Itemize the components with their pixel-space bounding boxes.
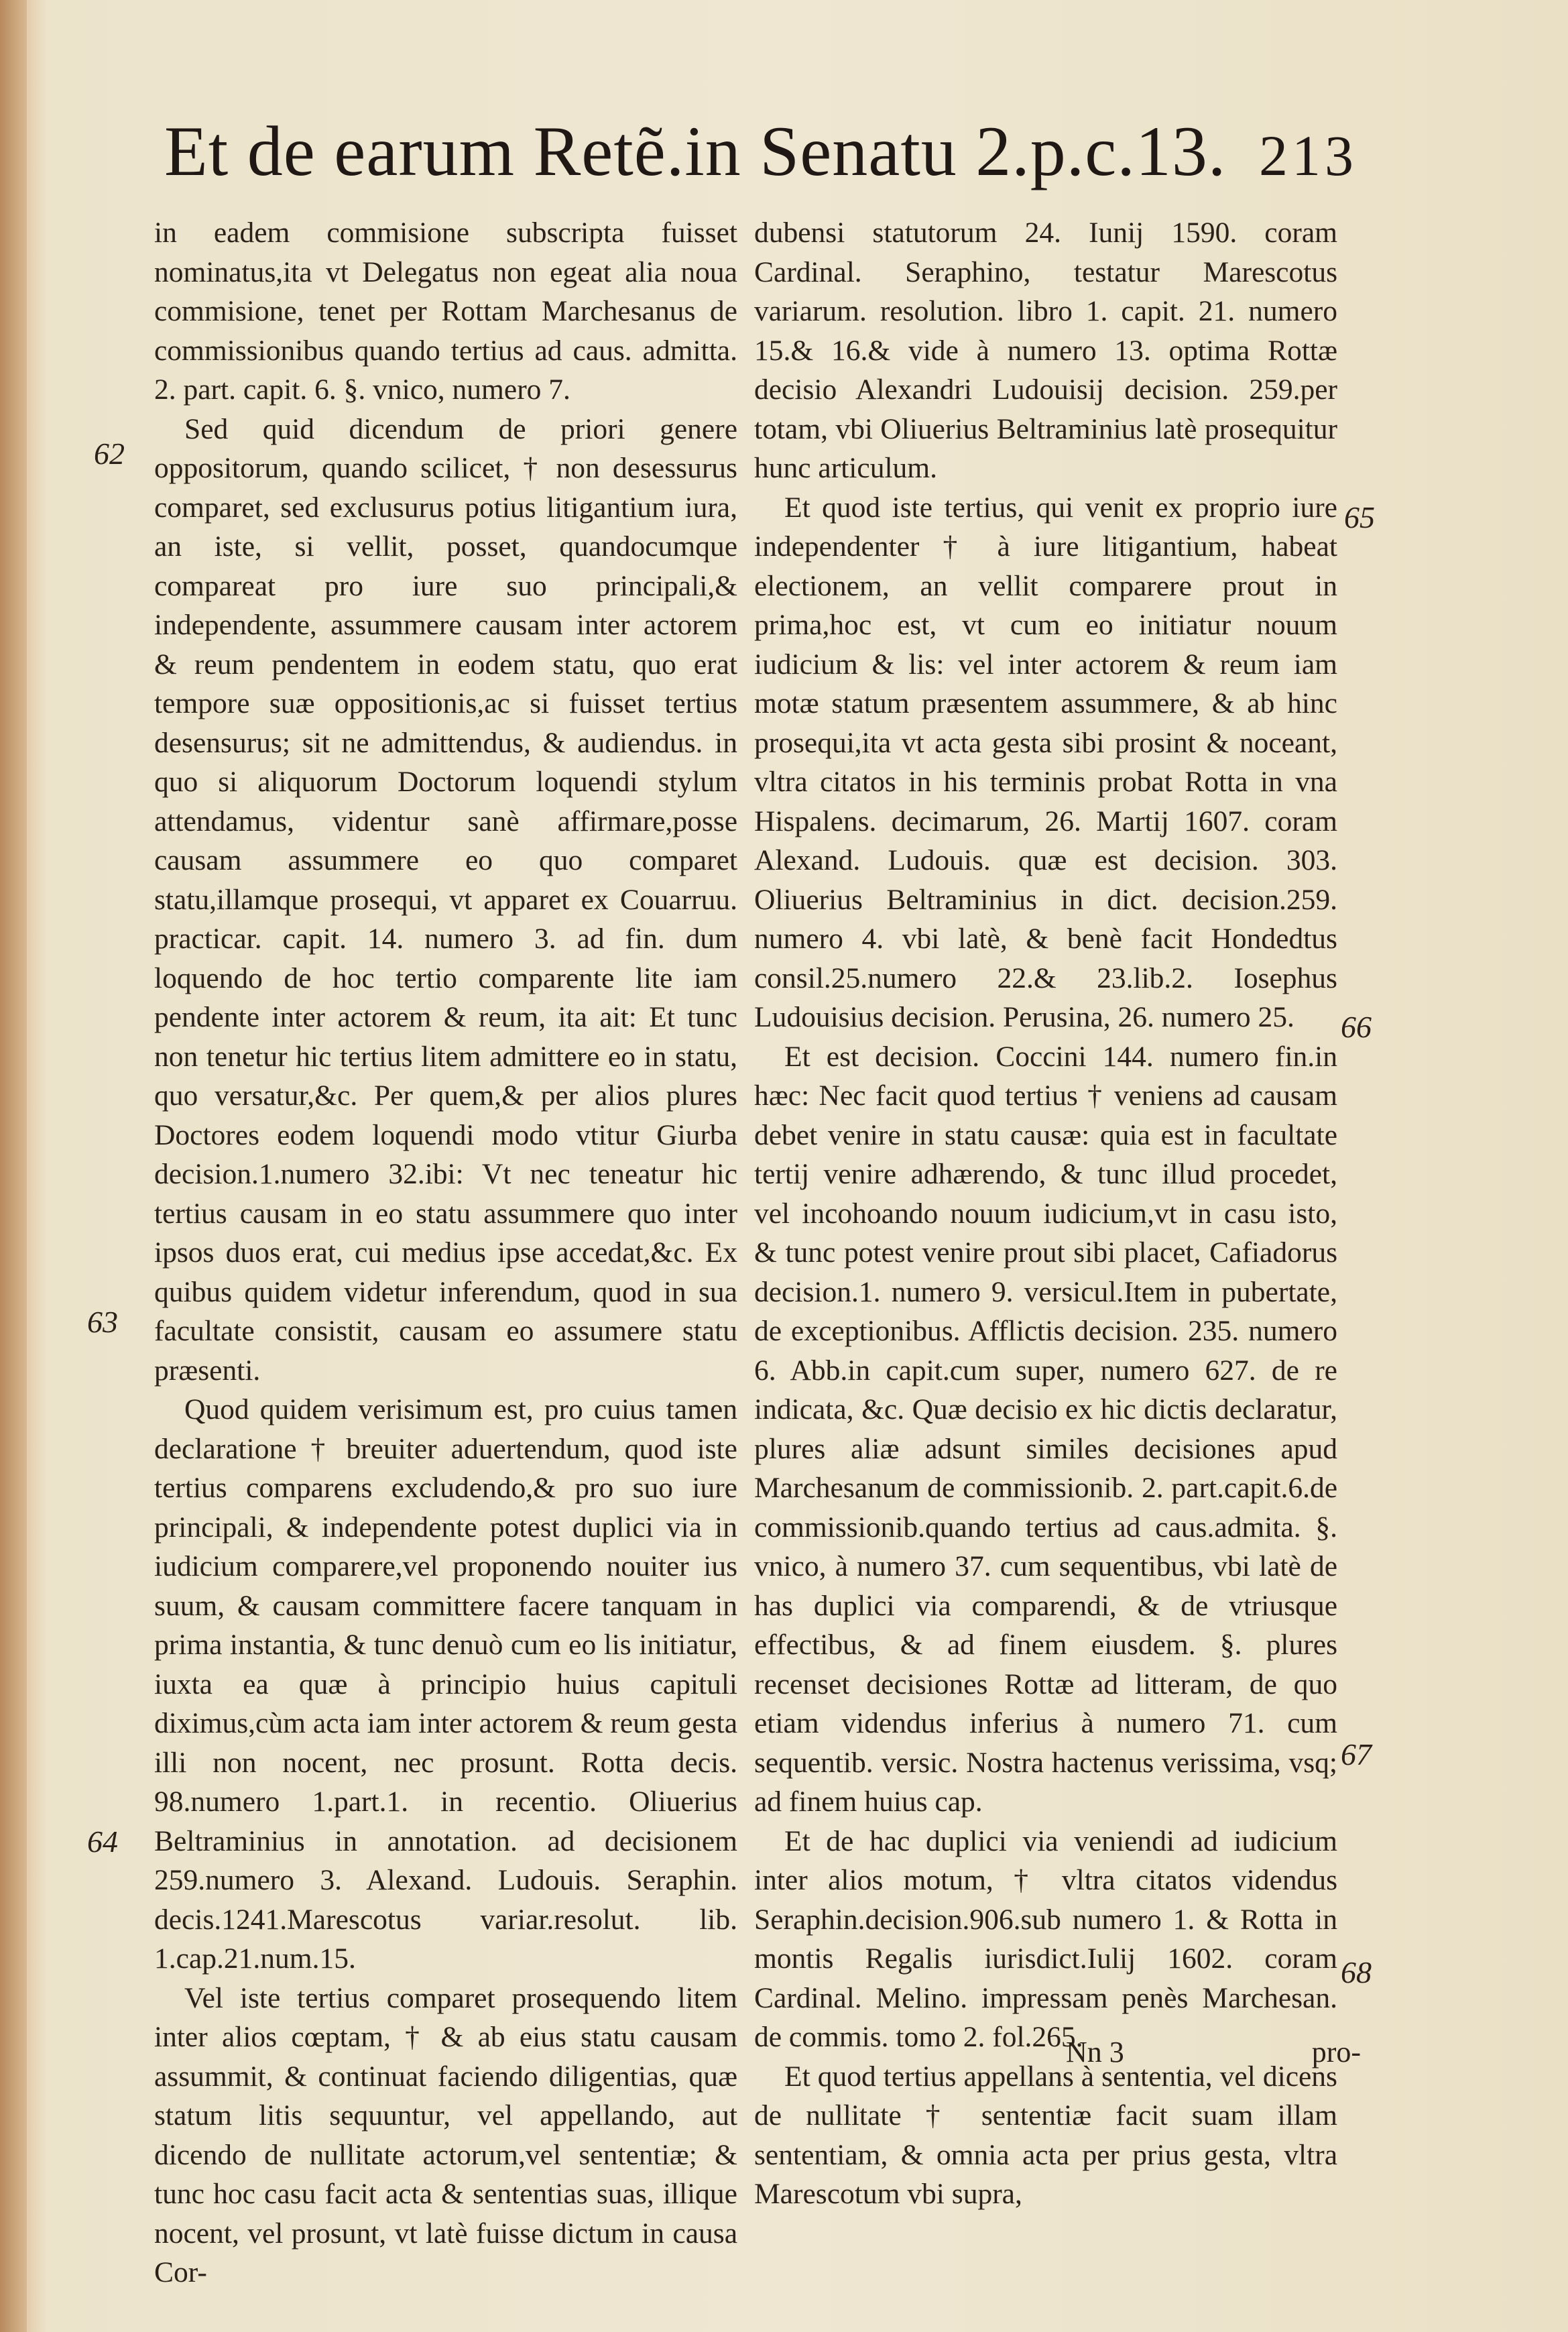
paragraph: Vel iste tertius comparet prosequendo litem inter alios cœptam, † & ab eius statu causam assummit, & continuat faciendo diligentias, quæ statum litis sequuntur, vel appellando, aut dicendo de nullitate actorum,vel sententiæ; & tunc hoc casu facit acta & sententias suas, illique nocent, vel prosunt, vt latè fuisse dictum in causa Cor- [154,1981,737,2288]
page-number: 213 [1259,123,1358,188]
margin-number: 67 [1341,1737,1372,1771]
running-header [164,111,1358,211]
margin-number: 64 [87,1824,118,1859]
left-column [154,213,737,2292]
paragraph: Et quod tertius appellans à sententia, vel dicens de nullitate † sententiæ facit suam illam sententiam, & omnia acta per prius gesta, vltra Marescotum vbi supra, [754,2060,1337,2210]
paragraph: Et quod iste tertius, qui venit ex proprio iure independenter † à iure litigantium, habeat electionem, an vellit comparere prout in prima,hoc est, vt cum eo initiatur nouum iudicium & lis: vel inter actorem & reum iam motæ statum præsentem assummere, & ab hinc prosequi,ita vt acta gesta sibi prosint & noceant, vltra citatos in his terminis probat Rotta in vna Hispalens. decimarum, 26. Martij 1607. coram Alexand. Ludouis. quæ est decision. 303. Oliuerius Beltraminius in dict. decision.259. numero 4. vbi latè, & benè facit Hondedtus consil.25.numero 22.& 23.lib.2. Iosephus Ludouisius decision. Perusina, 26. numero 25. [754,491,1337,1033]
paragraph: Et de hac duplici via veniendi ad iudicium inter alios motum, † vltra citatos videndus Seraphin.decision.906.sub numero 1. & Rotta in montis Regalis iurisdict.Iulij 1602. coram Cardinal. Melino. impressam penès Marchesan. de commis. tomo 2. fol.265. [754,1824,1337,2053]
binding-gutter [0,0,27,2332]
paragraph: dubensi statutorum 24. Iunij 1590. coram Cardinal. Seraphino, testatur Marescotus variarum. resolution. libro 1. capit. 21. numero 15.& 16.& vide à numero 13. optima Rottæ decisio Alexandri Ludouisij decision. 259.per totam, vbi Oliuerius Beltraminius latè prosequitur hunc articulum. [754,217,1337,484]
paragraph: in eadem commisione subscripta fuisset nominatus,ita vt Delegatus non egeat alia noua commisione, tenet per Rottam Marchesanus de commissionibus quando tertius ad caus. admitta. 2. part. capit. 6. §. vnico, numero 7. [154,217,737,406]
paragraph: Sed quid dicendum de priori genere oppositorum, quando scilicet, † non desessurus comparet, sed exclusurus potius litigantium iura, an iste, si vellit, posset, quandocumque compareat pro iure suo principali,& independente, assummere causam inter actorem & reum pendentem in eodem statu, quo erat tempore suæ oppositionis,ac si fuisset tertius desensurus; sit ne admittendus, & audiendus. in quo si aliquorum Doctorum loquendi stylum attendamus, videntur sanè affirmare,posse causam assummere eo quo comparet statu,illamque prosequi, vt apparet ex Couarruu. practicar. capit. 14. numero 3. ad fin. dum loquendo de hoc tertio comparente lite iam pendente inter actorem & reum, ita ait: Et tunc non tenetur hic tertius litem admittere eo in statu, quo versatur,&c. Per quem,& per alios plures Doctores eodem loquendi modo vtitur Giurba decision.1.numero 32.ibi: Vt nec teneatur hic tertius causam in eo statu assummere quo inter ipsos duos erat, cui medius ipse accedat,&c. Ex quibus quidem videtur inferendum, quod in sua facultate consistit, causam eo assumere statu præsenti. [154,412,737,1387]
running-title: Et de earum Retẽ.in Senatu 2.p.c.13. [164,112,1227,190]
signature-mark: Nn 3 [1066,2036,1124,2068]
margin-number: 62 [94,436,125,471]
catchword: pro- [1311,2036,1361,2068]
footer [1066,2035,1361,2075]
margin-number: 65 [1344,500,1375,534]
margin-number: 68 [1341,1955,1372,1989]
right-column [754,213,1337,2214]
margin-number: 66 [1341,1010,1372,1044]
paragraph: Et est decision. Coccini 144. numero fin.in hæc: Nec facit quod tertius † veniens ad causam debet venire in statu causæ: quia est in facultate tertij venire adhærendo, & tunc illud procedet, vel incohoando nouum iudicium,vt in casu isto, & tunc potest venire prout sibi placet, Cafiadorus decision.1. numero 9. versicul.Item in pubertate, de exceptionibus. Afflictis decision. 235. numero 6. Abb.in capit.cum super, numero 627. de re indicata, &c. Quæ decisio ex hic dictis declaratur, plures aliæ adsunt similes decisiones apud Marchesanum de commissionib. 2. part.capit.6.de commissionib.quando tertius ad caus.admita. §. vnico, à numero 37. cum sequentibus, vbi latè de has duplici via comparendi, & de vtriusque effectibus, & ad finem eiusdem. §. plures recenset decisiones Rottæ ad litteram, de quo etiam videndus inferius à numero 71. cum sequentib. versic. Nostra hactenus verissima, vsq; ad finem huius cap. [754,1040,1337,1818]
paragraph: Quod quidem verisimum est, pro cuius tamen declaratione † breuiter aduertendum, quod iste tertius comparens excludendo,& pro suo iure principali, & independente potest duplici via in iudicium comparere,vel proponendo nouiter ius suum, & causam committere facere tanquam in prima instantia, & tunc denuò cum eo lis initiatur, iuxta ea quæ à principio huius capituli diximus,cùm acta iam inter actorem & reum gesta illi non nocent, nec prosunt. Rotta decis. 98.numero 1.part.1. in recentio. Oliuerius Beltraminius in annotation. ad decisionem 259.numero 3. Alexand. Ludouis. Seraphin. decis.1241.Marescotus variar.resolut. lib. 1.cap.21.num.15. [154,1393,737,1975]
margin-number: 63 [87,1305,118,1339]
